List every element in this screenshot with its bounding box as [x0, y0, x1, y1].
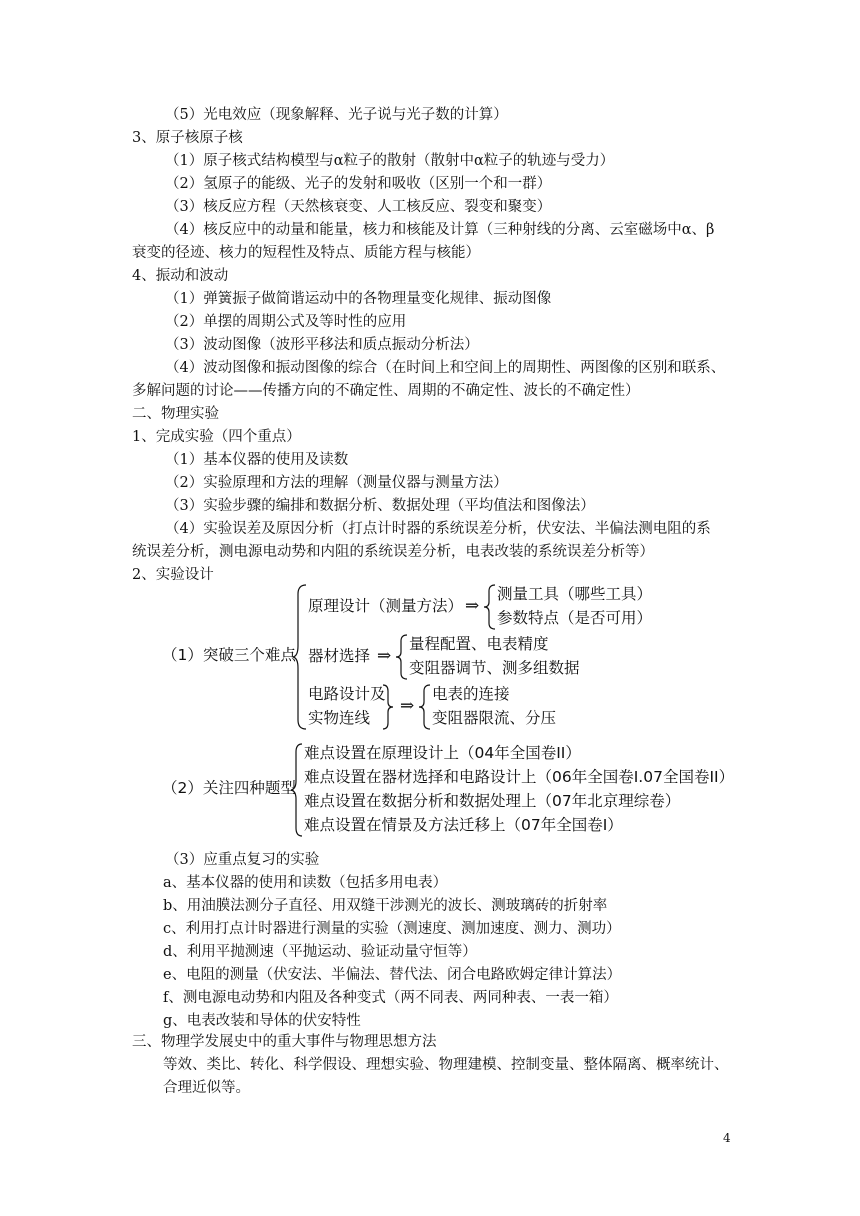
text-line: （5）光电效应（现象解释、光子说与光子数的计算） — [165, 107, 508, 123]
text-line: （4）波动图像和振动图像的综合（在时间上和空间上的周期性、两图像的区别和联系、 — [165, 360, 726, 376]
implies-arrow-icon: ⇒ — [400, 696, 415, 716]
equipment-item: 量程配置、电表精度 — [409, 635, 549, 653]
equipment-selection-label: 器材选择 — [308, 647, 371, 665]
section-heading: 3、原子核原子核 — [132, 130, 243, 146]
text-line: 合理近似等。 — [163, 1080, 250, 1096]
text-line: （4）实验误差及原因分析（打点计时器的系统误差分析，伏安法、半偏法测电阻的系 — [165, 521, 711, 537]
experiment-item: f、测电源电动势和内阻及各种变式（两不同表、两同种表、一表一箱） — [163, 990, 618, 1006]
implies-arrow-icon: ⇒ — [465, 596, 480, 616]
brace-icon — [292, 584, 308, 730]
text-line: （1）基本仪器的使用及读数 — [165, 452, 349, 468]
diagram-root-label: （1）突破三个难点 — [162, 646, 296, 664]
experiment-item: d、利用平抛测速（平抛运动、验证动量守恒等） — [163, 944, 477, 960]
text-line: 衰变的径迹、核力的短程性及特点、质能方程与核能） — [132, 245, 480, 261]
section-heading: 二、物理实验 — [132, 406, 219, 422]
section-heading: 三、物理学发展史中的重大事件与物理思想方法 — [132, 1034, 437, 1050]
circuit-design-label: 电路设计及 — [308, 685, 386, 703]
text-line: （1）弹簧振子做简谐运动中的各物理量变化规律、振动图像 — [165, 291, 552, 307]
question-type-item: 难点设置在器材选择和电路设计上（06年全国卷I.07全国卷II） — [304, 768, 735, 786]
section-heading: 2、实验设计 — [132, 567, 214, 583]
text-line: （2）氢原子的能级、光子的发射和吸收（区别一个和一群） — [165, 176, 552, 192]
right-brace-icon — [382, 684, 394, 730]
principle-item: 参数特点（是否可用） — [497, 609, 653, 627]
experiment-item: g、电表改装和导体的伏安特性 — [163, 1013, 361, 1029]
section-heading: 1、完成实验（四个重点） — [132, 429, 301, 445]
text-line: （2）单摆的周期公式及等时性的应用 — [165, 314, 407, 330]
text-line: （3）应重点复习的实验 — [165, 852, 320, 868]
text-line: 多解问题的讨论——传播方向的不确定性、周期的不确定性、波长的不确定性） — [132, 383, 640, 399]
circuit-item: 变阻器限流、分压 — [432, 709, 557, 727]
principle-item: 测量工具（哪些工具） — [497, 585, 653, 603]
experiment-item: e、电阻的测量（伏安法、半偏法、替代法、闭合电路欧姆定律计算法） — [163, 967, 622, 983]
brace-icon — [395, 634, 409, 680]
question-type-item: 难点设置在原理设计上（04年全国卷II） — [304, 744, 581, 762]
experiment-item: c、利用打点计时器进行测量的实验（测速度、测加速度、测力、测功） — [163, 921, 621, 937]
brace-icon — [483, 584, 497, 630]
principle-design-label: 原理设计（测量方法） — [308, 597, 464, 615]
question-type-item: 难点设置在数据分析和数据处理上（07年北京理综卷） — [304, 792, 681, 810]
experiment-item: a、基本仪器的使用和读数（包括多用电表） — [163, 875, 448, 891]
text-line: （3）波动图像（波形平移法和质点振动分析法） — [165, 337, 479, 353]
text-line: （4）核反应中的动量和能量，核力和核能及计算（三种射线的分离、云室磁场中α、β — [165, 222, 715, 238]
implies-arrow-icon: ⇒ — [377, 646, 392, 666]
circuit-design-label: 实物连线 — [308, 709, 371, 727]
text-line: 统误差分析，测电源电动势和内阻的系统误差分析，电表改装的系统误差分析等） — [132, 544, 654, 560]
brace-icon — [418, 684, 432, 730]
question-type-item: 难点设置在情景及方法迁移上（07年全国卷I） — [304, 816, 623, 834]
text-line: （2）实验原理和方法的理解（测量仪器与测量方法） — [165, 475, 508, 491]
text-line: （3）核反应方程（天然核衰变、人工核反应、裂变和聚变） — [165, 199, 552, 215]
text-line: （3）实验步骤的编排和数据分析、数据处理（平均值法和图像法） — [165, 498, 595, 514]
equipment-item: 变阻器调节、测多组数据 — [409, 659, 580, 677]
page-number: 4 — [723, 1131, 731, 1145]
diagram-root-label: （2）关注四种题型 — [162, 779, 296, 797]
text-line: 等效、类比、转化、科学假设、理想实验、物理建模、控制变量、整体隔离、概率统计、 — [163, 1057, 729, 1073]
brace-icon — [290, 743, 304, 837]
circuit-item: 电表的连接 — [432, 685, 510, 703]
experiment-item: b、用油膜法测分子直径、用双缝干涉测光的波长、测玻璃砖的折射率 — [163, 898, 608, 914]
section-heading: 4、振动和波动 — [132, 268, 229, 284]
text-line: （1）原子核式结构模型与α粒子的散射（散射中α粒子的轨迹与受力） — [165, 153, 615, 169]
